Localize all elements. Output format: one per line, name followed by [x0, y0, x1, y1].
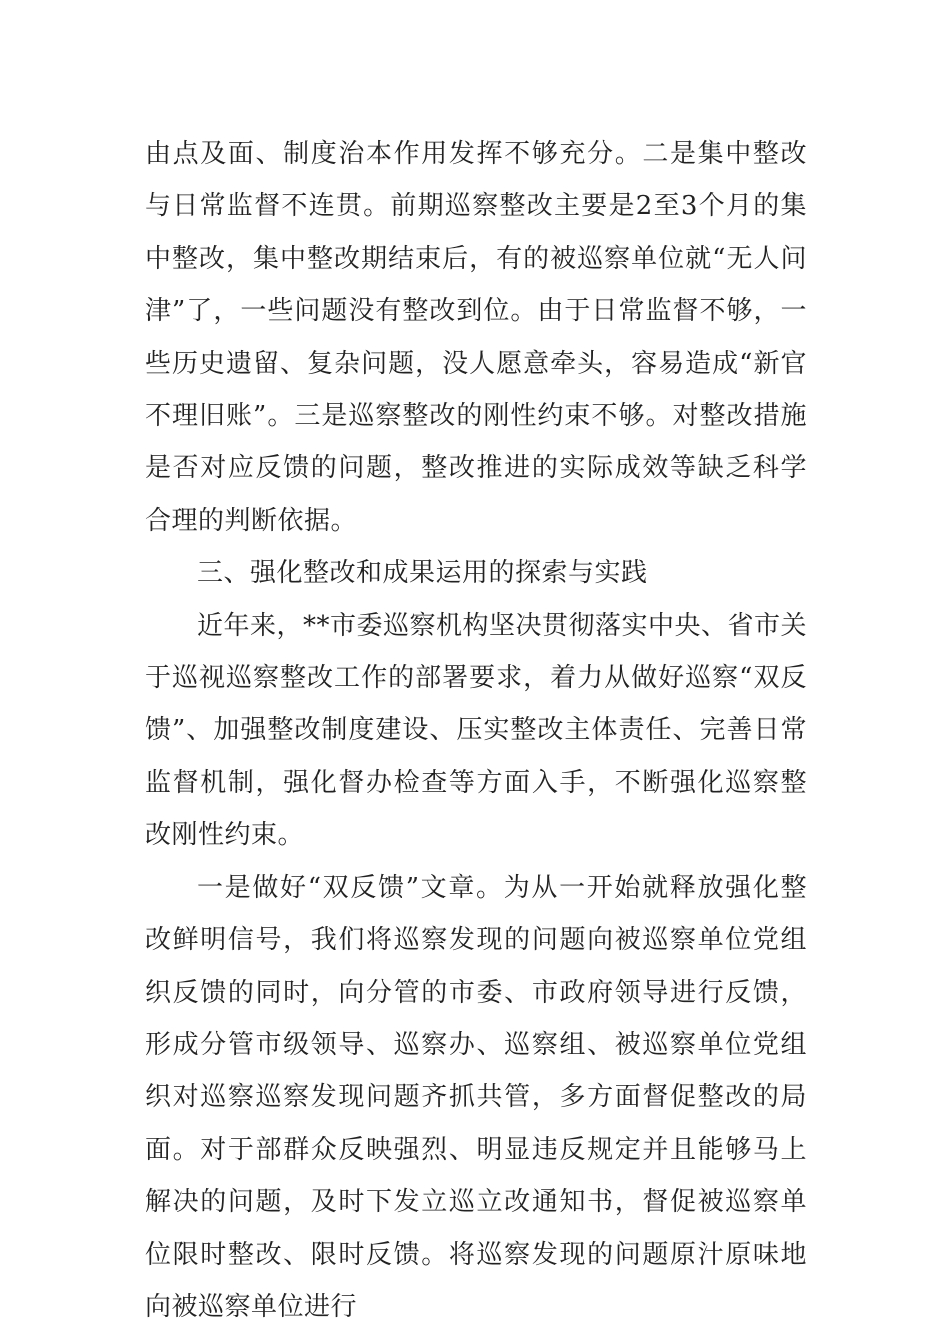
paragraph-continuation: 由点及面、制度治本作用发挥不够充分。二是集中整改与日常监督不连贯。前期巡察整改主要是2至3个月的集中整改，集中整改期结束后，有的被巡察单位就“无人问津”了，一些问题没有整改到位。由于日常监督不够，一些历史遗留、复杂问题，没人愿意牵头，容易造成“新官不理旧账”。三是巡察整改的刚性约束不够。对整改措施是否对应反馈的问题，整改推进的实际成效等缺乏科学合理的判断依据。 — [145, 139, 807, 536]
document-body — [145, 128, 807, 1333]
section-heading: 三、强化整改和成果运用的探索与实践 — [197, 558, 648, 589]
paragraph-double-feedback: 一是做好“双反馈”文章。为从一开始就释放强化整改鲜明信号，我们将巡察发现的问题向被巡察单位党组织反馈的同时，向分管的市委、市政府领导进行反馈，形成分管市级领导、巡察办、巡察组、被巡察单位党组织对巡察巡察发现问题齐抓共管，多方面督促整改的局面。对于部群众反映强烈、明显违反规定并且能够马上解决的问题，及时下发立巡立改通知书，督促被巡察单位限时整改、限时反馈。将巡察发现的问题原汁原味地向被巡察单位进行 — [145, 872, 807, 1322]
paragraph-intro: 近年来，**市委巡察机构坚决贯彻落实中央、省市关于巡视巡察整改工作的部署要求，着力从做好巡察“双反馈”、加强整改制度建设、压实整改主体责任、完善日常监督机制，强化督办检查等方面入手，不断强化巡察整改刚性约束。 — [145, 610, 808, 851]
